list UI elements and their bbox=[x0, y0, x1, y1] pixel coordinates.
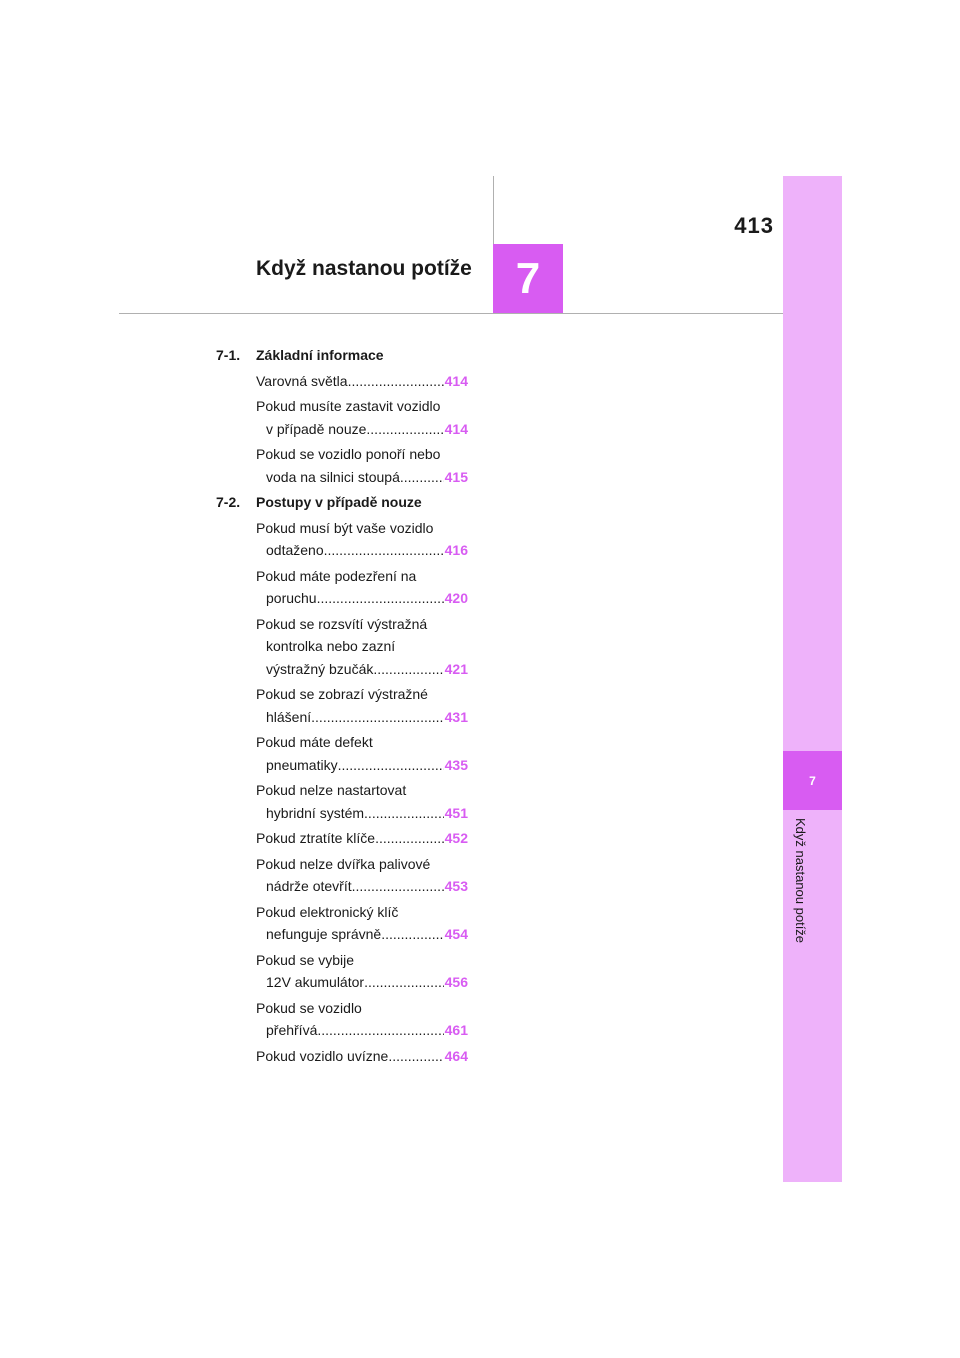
entry-text: hybridní systém bbox=[266, 804, 365, 821]
entry-text: Pokud musí být vaše vozidlo bbox=[256, 519, 434, 536]
entry-text: Pokud nelze nastartovat bbox=[256, 782, 407, 798]
entry-text: výstražný bzučák bbox=[266, 660, 374, 677]
entry-page-link[interactable]: 464 bbox=[444, 1047, 468, 1064]
toc-entry[interactable] bbox=[256, 997, 468, 1042]
toc-entry[interactable] bbox=[256, 1045, 468, 1068]
entry-text: Pokud se vozidlo ponoří nebo bbox=[256, 446, 441, 462]
entry-text: voda na silnici stoupá bbox=[266, 468, 400, 485]
table-of-contents bbox=[216, 344, 468, 1067]
toc-entry[interactable] bbox=[256, 949, 468, 994]
leader-dots bbox=[388, 1045, 443, 1068]
side-chapter-tab bbox=[783, 176, 842, 1182]
toc-entry[interactable] bbox=[256, 613, 468, 681]
entry-text: Pokud ztratíte klíče bbox=[256, 830, 376, 846]
entry-text: Pokud se vybije bbox=[256, 951, 355, 968]
toc-section-7-2 bbox=[216, 491, 468, 514]
section-number: 7-1. bbox=[216, 347, 241, 363]
toc-entry[interactable] bbox=[256, 517, 468, 562]
toc-section-7-1 bbox=[216, 344, 468, 367]
toc-entry[interactable] bbox=[256, 565, 468, 610]
side-chapter-number: 7 bbox=[809, 773, 816, 788]
entry-text: Varovná světla bbox=[256, 372, 348, 389]
entry-text: Pokud musíte zastavit vozidlo bbox=[256, 398, 441, 414]
toc-entry[interactable] bbox=[256, 731, 468, 776]
entry-page-link[interactable]: 435 bbox=[444, 756, 468, 773]
entry-page-link[interactable]: 414 bbox=[444, 372, 468, 389]
entry-text: Pokud máte podezření na bbox=[256, 567, 417, 584]
entry-text: Pokud se rozsvítí výstražná bbox=[256, 615, 428, 632]
section-title: Základní informace bbox=[256, 347, 384, 363]
entry-text: v případě nouze bbox=[266, 420, 367, 437]
entry-text: kontrolka nebo zazní bbox=[266, 638, 396, 654]
entry-page-link[interactable]: 420 bbox=[444, 590, 468, 606]
toc-entry[interactable] bbox=[256, 779, 468, 824]
entry-page-link[interactable]: 414 bbox=[444, 420, 468, 437]
leader-dots bbox=[311, 706, 443, 729]
toc-entry[interactable] bbox=[256, 683, 468, 728]
toc-entry[interactable] bbox=[256, 853, 468, 898]
entry-text: Pokud elektronický klíč bbox=[256, 903, 399, 920]
entry-page-link[interactable]: 461 bbox=[444, 1022, 468, 1038]
entry-text: poruchu bbox=[266, 590, 317, 606]
toc-entry[interactable] bbox=[256, 901, 468, 946]
side-chapter-marker[interactable] bbox=[783, 751, 842, 810]
entry-text: nefunguje správně bbox=[266, 926, 382, 942]
toc-entry[interactable] bbox=[256, 395, 468, 440]
toc-entry[interactable] bbox=[256, 370, 468, 393]
toc-entry[interactable] bbox=[256, 827, 468, 850]
entry-page-link[interactable]: 456 bbox=[444, 974, 468, 990]
entry-page-link[interactable]: 452 bbox=[444, 830, 468, 846]
leader-dots bbox=[364, 971, 444, 994]
entry-page-link[interactable]: 431 bbox=[444, 708, 468, 725]
chapter-title: Když nastanou potíže bbox=[256, 257, 472, 280]
leader-dots bbox=[400, 466, 444, 489]
entry-text: Pokud vozidlo uvízne bbox=[256, 1047, 389, 1064]
entry-text: Pokud se zobrazí výstražné bbox=[256, 686, 428, 702]
entry-text: Pokud nelze dvířka palivové bbox=[256, 855, 431, 872]
leader-dots bbox=[381, 923, 443, 946]
toc-entry[interactable] bbox=[256, 443, 468, 488]
entry-page-link[interactable]: 421 bbox=[444, 660, 468, 677]
section-number: 7-2. bbox=[216, 494, 241, 510]
leader-dots bbox=[317, 587, 444, 610]
chapter-number-box bbox=[493, 244, 563, 313]
entry-text: 12V akumulátor bbox=[266, 974, 365, 990]
header-horizontal-rule bbox=[119, 313, 783, 314]
entry-page-link[interactable]: 416 bbox=[444, 542, 468, 558]
entry-page-link[interactable]: 451 bbox=[444, 804, 468, 821]
entry-page-link[interactable]: 453 bbox=[444, 878, 468, 894]
page-number: 413 bbox=[734, 213, 774, 238]
entry-text: Pokud se vozidlo bbox=[256, 999, 362, 1016]
entry-text: nádrže otevřít bbox=[266, 878, 352, 894]
header-vertical-rule bbox=[493, 176, 494, 244]
side-chapter-label: Když nastanou potíže bbox=[793, 818, 808, 944]
leader-dots bbox=[348, 370, 444, 393]
entry-text: pneumatiky bbox=[266, 756, 338, 773]
leader-dots bbox=[364, 802, 444, 825]
leader-dots bbox=[352, 875, 444, 898]
entry-page-link[interactable]: 415 bbox=[444, 468, 468, 485]
entry-text: hlášení bbox=[266, 708, 312, 725]
entry-text: odtaženo bbox=[266, 542, 324, 558]
leader-dots bbox=[338, 754, 444, 777]
entry-text: Pokud máte defekt bbox=[256, 734, 373, 750]
chapter-number: 7 bbox=[515, 253, 541, 303]
leader-dots bbox=[373, 658, 443, 681]
leader-dots bbox=[366, 418, 443, 441]
section-title: Postupy v případě nouze bbox=[256, 494, 422, 510]
entry-text: přehřívá bbox=[266, 1022, 318, 1038]
entry-page-link[interactable]: 454 bbox=[444, 926, 468, 942]
leader-dots bbox=[375, 827, 444, 850]
leader-dots bbox=[317, 1019, 443, 1042]
leader-dots bbox=[324, 539, 444, 562]
